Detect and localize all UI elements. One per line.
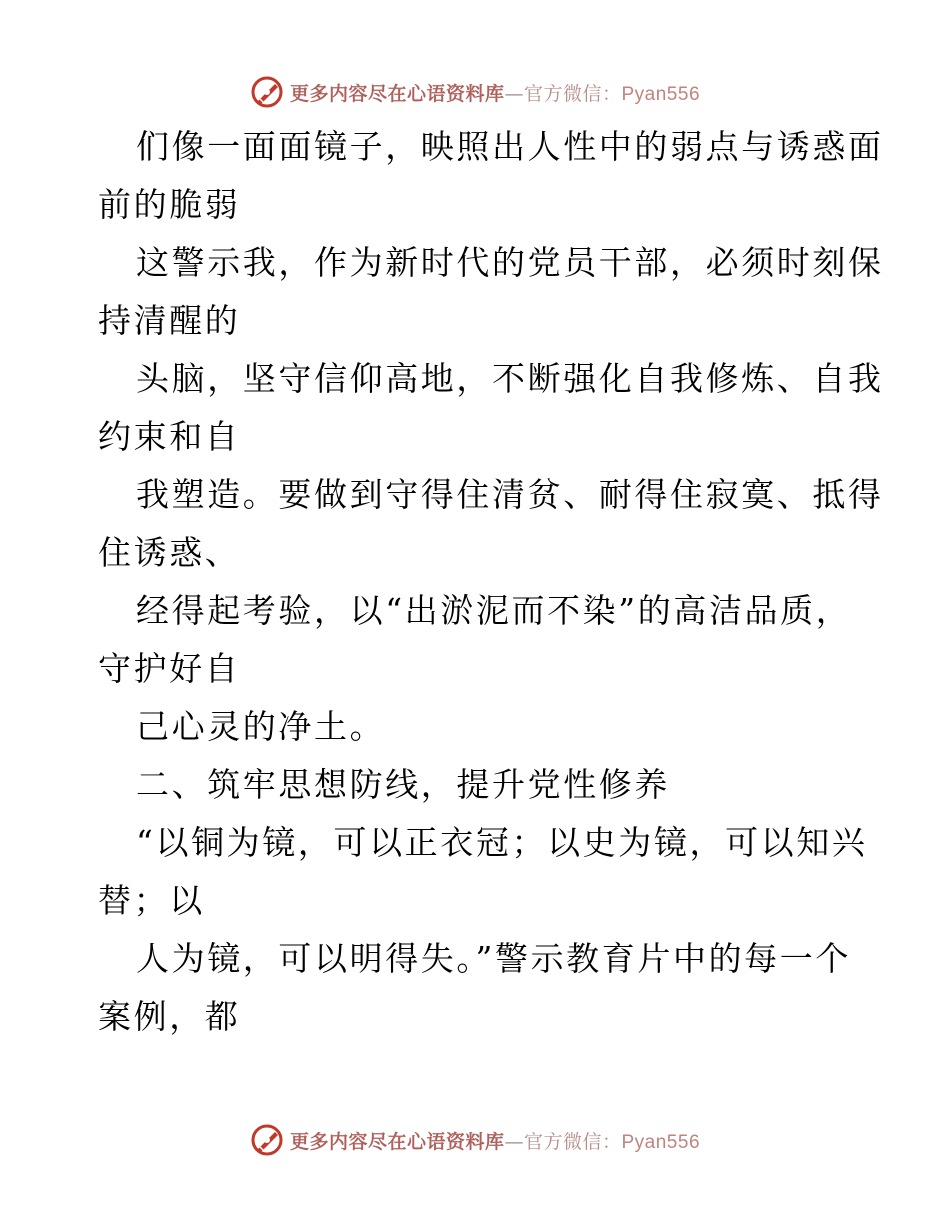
body-line: 守护好自	[98, 649, 241, 688]
footer-wechat-id: Pyan556	[621, 1131, 701, 1153]
body-line: 替；以	[98, 881, 205, 920]
footer-wechat-label: 官方微信：	[523, 1130, 622, 1153]
body-line: 约束和自	[98, 417, 241, 456]
body-line: 经得起考验，以“出淤泥而不染”的高洁品质，	[136, 591, 852, 630]
body-line: 住诱惑、	[98, 533, 241, 572]
document-body	[98, 118, 884, 1046]
header-banner	[0, 72, 950, 112]
header-wechat-label: 官方微信：	[523, 82, 622, 105]
body-line: 我塑造。要做到守得住清贫、耐得住寂寞、抵得	[136, 475, 884, 514]
body-line: 头脑，坚守信仰高地，不断强化自我修炼、自我	[136, 359, 884, 398]
body-line: 己心灵的净土。	[136, 707, 386, 746]
body-line: 持清醒的	[98, 301, 241, 340]
body-line: “以铜为镜，可以正衣冠；以史为镜，可以知兴	[136, 823, 868, 862]
body-line: 们像一面面镜子，映照出人性中的弱点与诱惑面	[136, 127, 884, 166]
header-site-text: 更多内容尽在心语资料库	[289, 82, 505, 105]
footer-text	[290, 1127, 700, 1154]
body-line: 人为镜，可以明得失。”警示教育片中的每一个	[136, 939, 851, 978]
quill-logo-icon	[250, 1123, 284, 1157]
section-heading: 二、筑牢思想防线，提升党性修养	[136, 765, 670, 804]
footer-separator: —	[504, 1130, 524, 1153]
header-text	[290, 79, 700, 106]
body-line: 这警示我，作为新时代的党员干部，必须时刻保	[136, 243, 884, 282]
header-separator: —	[504, 82, 524, 105]
footer-site-text: 更多内容尽在心语资料库	[289, 1130, 505, 1153]
body-line: 前的脆弱	[98, 185, 241, 224]
body-line: 案例，都	[98, 997, 241, 1036]
footer-banner	[0, 1120, 950, 1160]
quill-logo-icon	[250, 75, 284, 109]
header-wechat-id: Pyan556	[621, 83, 701, 105]
